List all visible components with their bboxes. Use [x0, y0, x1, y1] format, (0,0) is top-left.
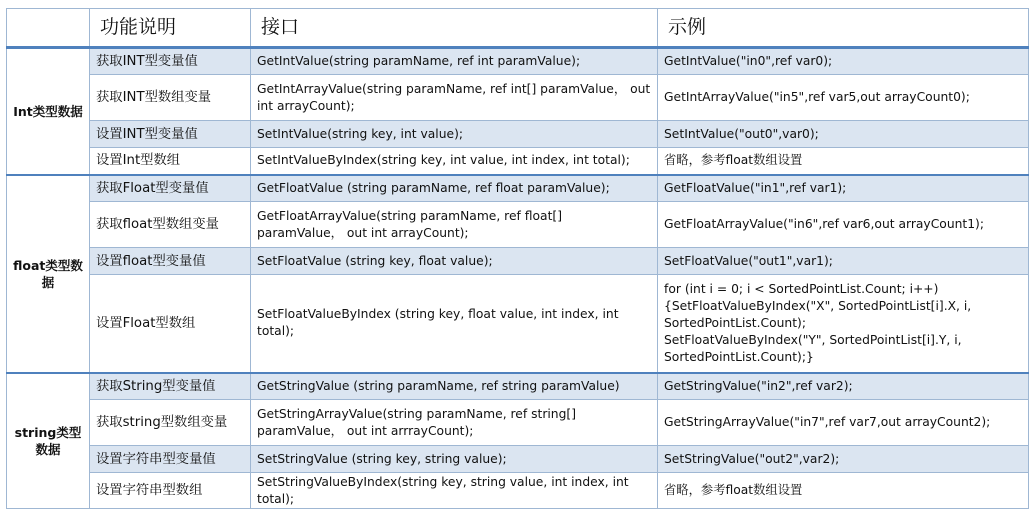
api-reference-table — [6, 8, 1029, 509]
example-cell — [658, 275, 1029, 373]
function-description-cell: 设置Float型数组 — [90, 275, 251, 373]
example-line: SortedPointList.Count);} — [664, 349, 814, 364]
example-cell — [658, 148, 1029, 175]
table-row — [7, 175, 1029, 202]
example-cell — [658, 48, 1029, 75]
example-line: GetIntArrayValue("in5",ref var5,out arrayCount0); — [664, 90, 970, 104]
interface-cell: GetStringValue (string paramName, ref string paramValue) — [251, 373, 658, 400]
interface-cell: GetIntValue(string paramName, ref int paramValue); — [251, 48, 658, 75]
table-row — [7, 121, 1029, 148]
example-line: SetStringValue("out2",var2); — [664, 451, 840, 466]
example-cell — [658, 473, 1029, 509]
example-line: {SetFloatValueByIndex("X", SortedPointList[i].X, i, — [664, 298, 972, 313]
example-line: GetFloatValue("in1",ref var1); — [664, 180, 847, 195]
interface-cell: GetIntArrayValue(string paramName, ref int[] paramValue， out int arrayCount); — [251, 75, 658, 121]
table-body — [7, 48, 1029, 509]
function-description-cell: 获取Float型变量值 — [90, 175, 251, 202]
table-row — [7, 275, 1029, 373]
function-description-cell: 获取float型数组变量 — [90, 202, 251, 248]
header-row — [7, 9, 1029, 48]
interface-cell: SetIntValueByIndex(string key, int value, int index, int total); — [251, 148, 658, 175]
example-cell — [658, 373, 1029, 400]
table-row — [7, 48, 1029, 75]
interface-cell: SetStringValue (string key, string value); — [251, 446, 658, 473]
example-cell — [658, 75, 1029, 121]
example-cell — [658, 202, 1029, 248]
interface-cell: SetIntValue(string key, int value); — [251, 121, 658, 148]
function-description-cell: 设置字符串型数组 — [90, 473, 251, 509]
example-line: GetFloatArrayValue("in6",ref var6,out arrayCount1); — [664, 217, 984, 231]
example-line: SetFloatValue("out1",var1); — [664, 253, 833, 268]
example-line: GetIntValue("in0",ref var0); — [664, 54, 833, 68]
function-description-cell: 设置float型变量值 — [90, 248, 251, 275]
interface-cell: SetStringValueByIndex(string key, string value, int index, int total); — [251, 473, 658, 509]
function-description-cell: 获取string型数组变量 — [90, 400, 251, 446]
example-cell — [658, 446, 1029, 473]
table-row — [7, 202, 1029, 248]
table-row — [7, 75, 1029, 121]
example-cell — [658, 121, 1029, 148]
example-cell — [658, 400, 1029, 446]
interface-cell: SetFloatValue (string key, float value); — [251, 248, 658, 275]
interface-cell: GetFloatValue (string paramName, ref float paramValue); — [251, 175, 658, 202]
function-description-cell: 设置Int型数组 — [90, 148, 251, 175]
table-row — [7, 373, 1029, 400]
group-label: float类型数据 — [7, 175, 90, 373]
header-interface: 接口 — [251, 9, 658, 48]
table-row — [7, 400, 1029, 446]
header-function-description: 功能说明 — [90, 9, 251, 48]
example-line: SetFloatValueByIndex("Y", SortedPointList[i].Y, i, — [664, 332, 962, 347]
example-line: for (int i = 0; i < SortedPointList.Count; i++) — [664, 281, 939, 296]
function-description-cell: 获取INT型变量值 — [90, 48, 251, 75]
example-cell — [658, 175, 1029, 202]
table-row — [7, 473, 1029, 509]
interface-cell: GetStringArrayValue(string paramName, ref string[] paramValue， out int arrrayCount); — [251, 400, 658, 446]
example-line: 省略，参考float数组设置 — [664, 153, 803, 168]
table-row — [7, 148, 1029, 175]
example-line: GetStringArrayValue("in7",ref var7,out arrayCount2); — [664, 415, 991, 429]
group-label: string类型数据 — [7, 373, 90, 509]
interface-cell: GetFloatArrayValue(string paramName, ref float[] paramValue， out int arrayCount); — [251, 202, 658, 248]
table-row — [7, 248, 1029, 275]
header-example: 示例 — [658, 9, 1029, 48]
function-description-cell: 设置INT型变量值 — [90, 121, 251, 148]
example-line: SetIntValue("out0",var0); — [664, 126, 819, 141]
function-description-cell: 设置字符串型变量值 — [90, 446, 251, 473]
function-description-cell: 获取String型变量值 — [90, 373, 251, 400]
header-corner — [7, 9, 90, 48]
group-label: Int类型数据 — [7, 48, 90, 175]
example-line: 省略，参考float数组设置 — [664, 483, 803, 497]
table-header — [7, 9, 1029, 48]
table-row — [7, 446, 1029, 473]
example-line: GetStringValue("in2",ref var2); — [664, 378, 853, 393]
example-line: SortedPointList.Count); — [664, 315, 806, 330]
example-cell — [658, 248, 1029, 275]
interface-cell: SetFloatValueByIndex (string key, float value, int index, int total); — [251, 275, 658, 373]
function-description-cell: 获取INT型数组变量 — [90, 75, 251, 121]
